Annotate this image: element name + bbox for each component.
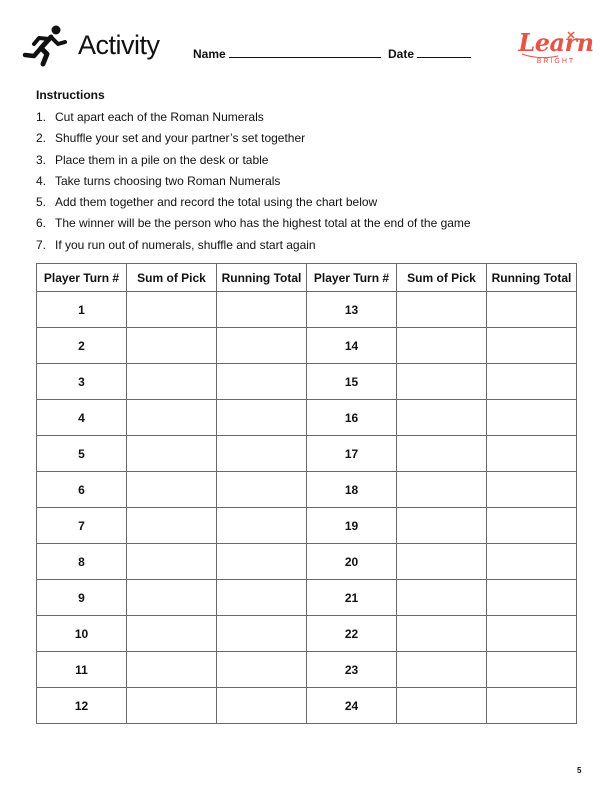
column-header: Player Turn # (307, 264, 397, 292)
running-total-cell[interactable] (217, 328, 307, 364)
instruction-step (36, 150, 596, 171)
table-row (37, 616, 577, 652)
table-row (37, 364, 577, 400)
running-total-cell[interactable] (217, 508, 307, 544)
sum-of-pick-cell[interactable] (127, 544, 217, 580)
turn-number-cell: 8 (37, 544, 127, 580)
sum-of-pick-cell[interactable] (127, 364, 217, 400)
running-total-cell[interactable] (217, 364, 307, 400)
turn-number-cell: 22 (307, 616, 397, 652)
sum-of-pick-cell[interactable] (397, 616, 487, 652)
instructions-list (36, 107, 596, 256)
step-number: 2. (36, 131, 47, 146)
page-number: 5 (577, 766, 582, 775)
running-total-cell[interactable] (217, 652, 307, 688)
table-row (37, 292, 577, 328)
column-header: Sum of Pick (397, 264, 487, 292)
table-row (37, 436, 577, 472)
running-total-cell[interactable] (217, 292, 307, 328)
sum-of-pick-cell[interactable] (127, 688, 217, 724)
turn-number-cell: 19 (307, 508, 397, 544)
instruction-step (36, 171, 596, 192)
turn-number-cell: 6 (37, 472, 127, 508)
running-total-cell[interactable] (487, 472, 577, 508)
name-field[interactable] (193, 47, 381, 61)
step-number: 3. (36, 152, 47, 167)
turn-number-cell: 4 (37, 400, 127, 436)
table-row (37, 688, 577, 724)
step-text: If you run out of numerals, shuffle and start again (55, 237, 316, 252)
date-label: Date (388, 47, 415, 61)
step-number: 6. (36, 216, 47, 231)
turn-number-cell: 11 (37, 652, 127, 688)
sum-of-pick-cell[interactable] (397, 292, 487, 328)
sum-of-pick-cell[interactable] (127, 652, 217, 688)
sum-of-pick-cell[interactable] (397, 364, 487, 400)
turn-number-cell: 23 (307, 652, 397, 688)
turn-number-cell: 20 (307, 544, 397, 580)
step-text: Place them in a pile on the desk or table (55, 152, 269, 167)
running-total-cell[interactable] (487, 688, 577, 724)
activity-title: Activity (78, 30, 160, 60)
sum-of-pick-cell[interactable] (397, 328, 487, 364)
running-total-cell[interactable] (487, 328, 577, 364)
logo-word: Learn (518, 28, 594, 57)
turn-number-cell: 2 (37, 328, 127, 364)
column-header: Running Total (487, 264, 577, 292)
step-text: Take turns choosing two Roman Numerals (55, 173, 281, 188)
table-row (37, 400, 577, 436)
table-header-row (37, 264, 577, 292)
sum-of-pick-cell[interactable] (397, 580, 487, 616)
step-text: The winner will be the person who has the highest total at the end of the game (55, 216, 471, 231)
running-total-cell[interactable] (487, 652, 577, 688)
turn-number-cell: 7 (37, 508, 127, 544)
running-total-cell[interactable] (487, 400, 577, 436)
sum-of-pick-cell[interactable] (127, 580, 217, 616)
table-row (37, 328, 577, 364)
turn-number-cell: 10 (37, 616, 127, 652)
turn-number-cell: 13 (307, 292, 397, 328)
running-total-cell[interactable] (217, 544, 307, 580)
running-total-cell[interactable] (487, 436, 577, 472)
instructions-section (36, 88, 596, 256)
column-header: Sum of Pick (127, 264, 217, 292)
sum-of-pick-cell[interactable] (127, 436, 217, 472)
sum-of-pick-cell[interactable] (397, 652, 487, 688)
step-text: Cut apart each of the Roman Numerals (55, 110, 264, 124)
instruction-step (36, 107, 596, 128)
sum-of-pick-cell[interactable] (397, 472, 487, 508)
turn-number-cell: 18 (307, 472, 397, 508)
sum-of-pick-cell[interactable] (127, 508, 217, 544)
running-person-icon (22, 24, 68, 68)
sum-of-pick-cell[interactable] (127, 616, 217, 652)
turn-number-cell: 1 (37, 292, 127, 328)
turn-number-cell: 16 (307, 400, 397, 436)
running-total-cell[interactable] (217, 580, 307, 616)
turn-number-cell: 5 (37, 436, 127, 472)
sum-of-pick-cell[interactable] (397, 508, 487, 544)
column-header: Player Turn # (37, 264, 127, 292)
running-total-cell[interactable] (217, 400, 307, 436)
turn-number-cell: 15 (307, 364, 397, 400)
sum-of-pick-cell[interactable] (397, 400, 487, 436)
learn-bright-logo (518, 26, 594, 74)
instruction-step (36, 213, 596, 234)
turn-number-cell: 12 (37, 688, 127, 724)
page-header (0, 0, 612, 90)
step-number: 5. (36, 195, 47, 210)
sum-of-pick-cell[interactable] (397, 436, 487, 472)
table-row (37, 580, 577, 616)
sum-of-pick-cell[interactable] (127, 292, 217, 328)
sum-of-pick-cell[interactable] (397, 688, 487, 724)
instructions-heading: Instructions (36, 88, 105, 102)
running-total-cell[interactable] (487, 364, 577, 400)
date-field[interactable] (388, 47, 471, 61)
turn-number-cell: 21 (307, 580, 397, 616)
date-line[interactable] (417, 47, 471, 58)
name-line[interactable] (229, 47, 381, 58)
running-total-cell[interactable] (217, 436, 307, 472)
step-text: Shuffle your set and your partner’s set together (55, 131, 306, 146)
running-total-cell[interactable] (487, 544, 577, 580)
running-total-cell[interactable] (487, 616, 577, 652)
instruction-step (36, 128, 596, 149)
sum-of-pick-cell[interactable] (397, 544, 487, 580)
logo-subtitle: BRIGHT (536, 58, 576, 65)
running-total-cell[interactable] (217, 472, 307, 508)
running-total-cell[interactable] (217, 616, 307, 652)
step-number: 1. (36, 110, 47, 124)
sum-of-pick-cell[interactable] (127, 400, 217, 436)
column-header: Running Total (217, 264, 307, 292)
running-total-cell[interactable] (217, 688, 307, 724)
step-text: Add them together and record the total using the chart below (55, 195, 378, 210)
sum-of-pick-cell[interactable] (127, 472, 217, 508)
turn-number-cell: 17 (307, 436, 397, 472)
turn-number-cell: 24 (307, 688, 397, 724)
step-number: 4. (36, 173, 47, 188)
table-row (37, 544, 577, 580)
table-row (37, 472, 577, 508)
step-number: 7. (36, 237, 47, 252)
turn-number-cell: 9 (37, 580, 127, 616)
running-total-cell[interactable] (487, 292, 577, 328)
name-label: Name (193, 47, 226, 61)
table-row (37, 508, 577, 544)
score-table (36, 263, 577, 724)
turn-number-cell: 3 (37, 364, 127, 400)
running-total-cell[interactable] (487, 508, 577, 544)
instruction-step (36, 192, 596, 213)
instruction-step (36, 235, 596, 256)
turn-number-cell: 14 (307, 328, 397, 364)
sum-of-pick-cell[interactable] (127, 328, 217, 364)
table-row (37, 652, 577, 688)
running-total-cell[interactable] (487, 580, 577, 616)
